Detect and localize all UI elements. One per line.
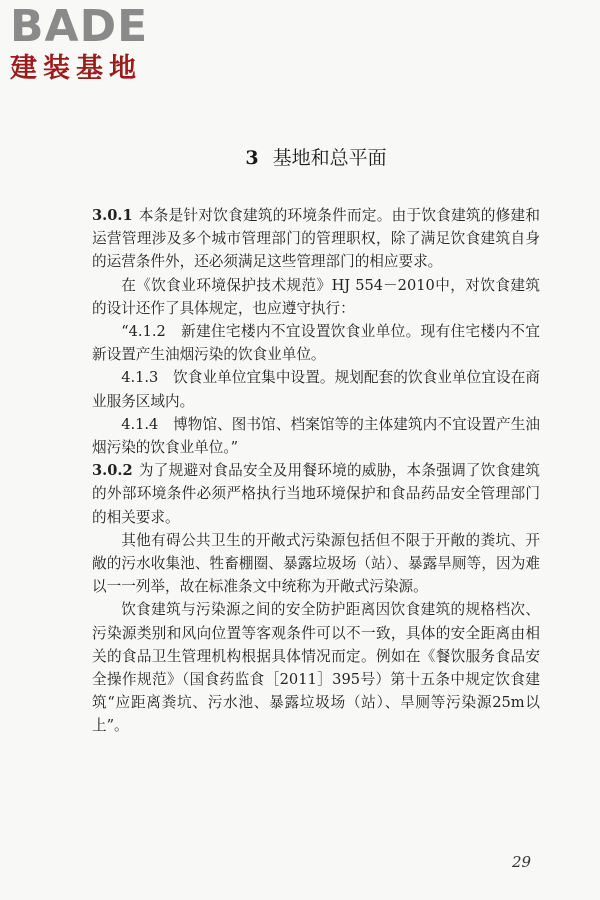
logo-brand-text: BADE — [10, 1, 149, 52]
paragraph-text: 在《饮食业环境保护技术规范》HJ 554－2010中，对饮食建筑的设计还作了具体规定，也应遵守执行： — [92, 276, 540, 317]
page-number: 29 — [512, 853, 532, 871]
chapter-heading — [0, 143, 600, 170]
paragraph — [92, 204, 540, 274]
body-text — [92, 204, 540, 738]
paragraph — [92, 598, 540, 737]
paragraph — [92, 274, 540, 320]
chapter-title: 基地和总平面 — [272, 147, 387, 169]
paragraph — [92, 366, 540, 412]
paragraph-text: “4.1.2 新建住宅楼内不宜设置饮食业单位。现有住宅楼内不宜新设置产生油烟污染的饮食业单位。 — [92, 323, 540, 364]
paragraph-text: 为了规避对食品安全及用餐环境的威胁，本条强调了饮食建筑的外部环境条件必须严格执行当地环境保护和食品药品安全管理部门的相关要求。 — [92, 462, 540, 526]
paragraph-text: 4.1.3 饮食业单位宜集中设置。规划配套的饮食业单位宜设在商业服务区域内。 — [92, 369, 540, 410]
logo-subtitle: 建装基地 — [10, 53, 142, 84]
brand-logo — [10, 1, 180, 86]
paragraph — [92, 413, 540, 459]
paragraph-text: 饮食建筑与污染源之间的安全防护距离因饮食建筑的规格档次、污染源类别和风向位置等客观条件可以不一致，具体的安全距离由相关的食品卫生管理机构根据具体情况而定。例如在《餐饮服务食品安全操作规范》（国食药监食［2011］395号）第十五条中规定饮食建筑“应距离粪坑、污水池、暴露垃圾场（站）、旱厕等污染源25m以上”。 — [92, 601, 540, 735]
paragraph-text: 4.1.4 博物馆、图书馆、档案馆等的主体建筑内不宜设置产生油烟污染的饮食业单位。” — [92, 415, 540, 457]
paragraph — [92, 320, 540, 366]
paragraph-text: 其他有碍公共卫生的开敞式污染源包括但不限于开敞的粪坑、开敞的污水收集池、牲畜棚圈、暴露垃圾场（站）、暴露旱厕等，因为难以一一列举，故在标准条文中统称为开敞式污染源。 — [92, 531, 540, 596]
chapter-number: 3 — [245, 147, 259, 169]
paragraph-text: 本条是针对饮食建筑的环境条件而定。由于饮食建筑的修建和运营管理涉及多个城市管理部门的管理职权，除了满足饮食建筑自身的运营条件外，还必须满足这些管理部门的相应要求。 — [92, 207, 540, 271]
clause-number: 3.0.1 — [92, 207, 133, 224]
paragraph — [92, 459, 540, 529]
paragraph — [92, 529, 540, 599]
clause-number: 3.0.2 — [92, 462, 133, 480]
